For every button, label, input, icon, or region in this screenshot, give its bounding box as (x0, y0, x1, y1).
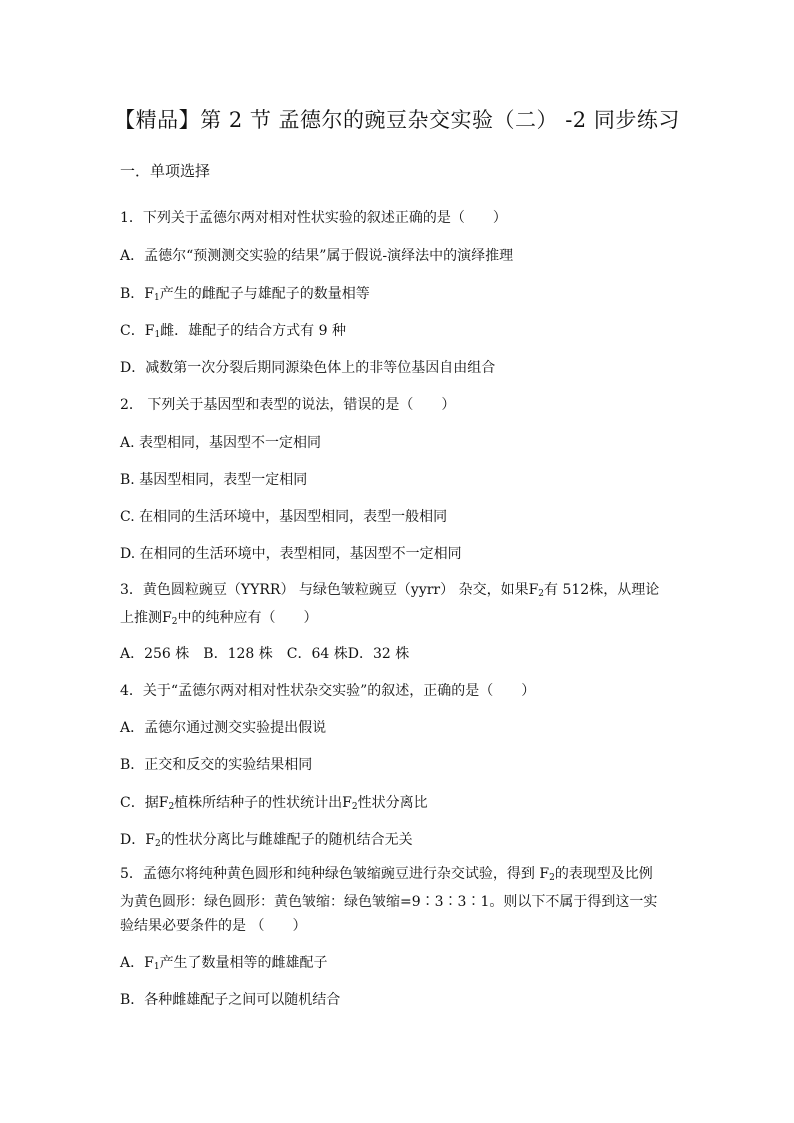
question-3-option-d: D．32 株 (347, 646, 410, 662)
question-1-option-a: A．孟德尔“预测测交实验的结果”属于假说-演绎法中的演绎推理 (120, 248, 514, 264)
question-3-option-b: B．128 株 (203, 646, 273, 662)
question-5-stem-line-2: 为黄色圆形：绿色圆形：黄色皱缩：绿色皱缩=9∶3∶3∶1。则以下不属于得到这一实 (120, 894, 658, 910)
question-1-stem: 1．下列关于孟德尔两对相对性状实验的叙述正确的是（ ） (120, 210, 507, 226)
question-3-stem-line-1: 3．黄色圆粒豌豆（YYRR） 与绿色皱粒豌豆（yyrr） 杂交，如果$F_2$有 512株，从理论 (120, 582, 660, 599)
question-1-option-c: C．$F_1$雌．雄配子的结合方式有 9 种 (120, 323, 346, 340)
question-2-option-b: B. 基因型相同，表型一定相同 (120, 472, 308, 488)
question-5-stem-line-1: 5．孟德尔将纯种黄色圆形和纯种绿色皱缩豌豆进行杂交试验，得到 $F_2$的表现型及比例 (120, 866, 653, 883)
question-5-stem (120, 862, 680, 938)
question-5-stem-line-3: 验结果必要条件的是 （ ） (120, 918, 307, 934)
question-4-option-b: B．正交和反交的实验结果相同 (120, 757, 313, 773)
page-title: 【精品】第 2 节 孟德尔的豌豆杂交实验（二） -2 同步练习 (114, 108, 680, 132)
question-4-option-d: D．$F_2$的性状分离比与雌雄配子的随机结合无关 (120, 832, 413, 849)
question-2-stem: 2． 下列关于基因型和表型的说法，错误的是（ ） (120, 397, 456, 413)
question-3-stem-line-2: 上推测$F_2$中的纯种应有（ ） (120, 610, 318, 627)
question-3-option-c: C．64 株 (286, 646, 348, 662)
question-3-options (120, 643, 409, 663)
question-3-option-a: A．256 株 (120, 646, 190, 662)
question-2-option-a: A. 表型相同，基因型不一定相同 (120, 435, 322, 451)
question-4-option-a: A．孟德尔通过测交实验提出假说 (120, 720, 327, 736)
section-heading: 一．单项选择 (120, 162, 211, 180)
question-1-option-d: D．减数第一次分裂后期同源染色体上的非等位基因自由组合 (120, 360, 496, 376)
question-3-stem (120, 578, 680, 634)
question-4-stem: 4．关于“孟德尔两对相对性状杂交实验”的叙述，正确的是（ ） (120, 683, 536, 699)
question-1-option-b: B．$F_1$产生的雌配子与雄配子的数量相等 (120, 286, 370, 303)
question-5-option-b: B．各种雌雄配子之间可以随机结合 (120, 992, 341, 1008)
question-2-option-c: C. 在相同的生活环境中，基因型相同，表型一般相同 (120, 509, 448, 525)
question-4-option-c: C．据$F_2$植株所结种子的性状统计出$F_2$性状分离比 (120, 795, 428, 812)
question-5-option-a: A．$F_1$产生了数量相等的雌雄配子 (120, 955, 328, 972)
question-2-option-d: D. 在相同的生活环境中，表型相同，基因型不一定相同 (120, 546, 462, 562)
